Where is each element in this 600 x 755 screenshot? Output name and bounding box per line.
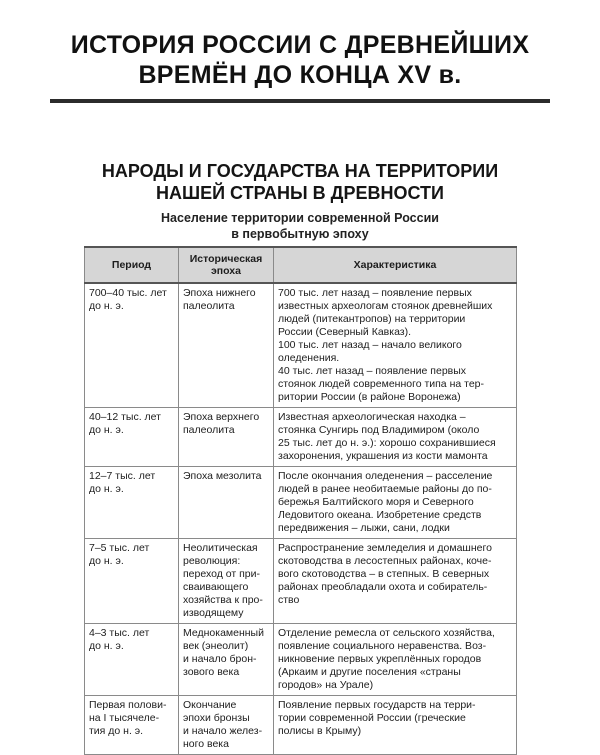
cell-epoch <box>179 696 274 755</box>
cell-epoch-line: ного века <box>183 738 229 750</box>
header-epoch-line-1: Историческая <box>189 253 263 265</box>
cell-characteristic-line: 25 тыс. лет до н. э.): хорошо сохранившиеся <box>278 437 496 449</box>
cell-epoch-line: Неолитическая <box>183 542 258 554</box>
cell-epoch-line: революция: <box>183 555 241 567</box>
book-title-line-2: ВРЕМЁН ДО КОНЦА XV в. <box>138 61 462 89</box>
cell-epoch <box>179 283 274 408</box>
cell-period-line: Первая полови- <box>89 699 167 711</box>
cell-epoch-line: палеолита <box>183 424 235 436</box>
cell-period <box>85 408 179 467</box>
table-row <box>85 539 517 624</box>
cell-characteristic <box>274 283 517 408</box>
cell-period-line: до н. э. <box>89 640 124 652</box>
header-period: Период <box>85 247 179 283</box>
cell-epoch <box>179 467 274 539</box>
cell-epoch-line: изводящему <box>183 607 244 619</box>
cell-epoch-line: Эпоха верхнего <box>183 411 260 423</box>
table-row <box>85 696 517 755</box>
cell-characteristic-line: районах преобладали охота и собиратель- <box>278 581 488 593</box>
section-title <box>0 160 600 204</box>
cell-period-line: на I тысячеле- <box>89 712 160 724</box>
cell-epoch-line: Меднокаменный <box>183 627 264 639</box>
cell-characteristic-line: 100 тыс. лет назад – начало великого <box>278 339 462 351</box>
table-header-row <box>85 247 517 283</box>
section-title-line-1: НАРОДЫ И ГОСУДАРСТВА НА ТЕРРИТОРИИ <box>101 161 499 181</box>
cell-period-line: 40–12 тыс. лет <box>89 411 161 423</box>
cell-characteristic-line: ритории России (в районе Воронежа) <box>278 391 461 403</box>
cell-characteristic-line: никновение первых укреплённых городов <box>278 653 482 665</box>
cell-characteristic-line: ство <box>278 594 300 606</box>
cell-characteristic-line: скотоводства в лесостепных районах, коче- <box>278 555 492 567</box>
cell-epoch-line: зового века <box>183 666 240 678</box>
cell-epoch-line: переход от при- <box>183 568 260 580</box>
cell-characteristic-line: бережья Балтийского моря и Северного <box>278 496 474 508</box>
cell-characteristic <box>274 408 517 467</box>
cell-characteristic-line: (Аркаим и другие поселения «страны <box>278 666 461 678</box>
cell-period-line: до н. э. <box>89 424 124 436</box>
cell-period <box>85 283 179 408</box>
cell-characteristic-line: передвижения – лыжи, сани, лодки <box>278 522 450 534</box>
cell-characteristic-line: полисы в Крыму) <box>278 725 362 737</box>
cell-period <box>85 539 179 624</box>
cell-characteristic-line: После окончания оледенения – расселение <box>278 470 493 482</box>
title-divider <box>50 99 550 103</box>
cell-epoch-line: хозяйства к про- <box>183 594 263 606</box>
cell-characteristic-line: 700 тыс. лет назад – появление первых <box>278 287 472 299</box>
cell-characteristic-line: людей в ранее необитаемые районы до по- <box>278 483 492 495</box>
cell-characteristic-line: 40 тыс. лет назад – появление первых <box>278 365 467 377</box>
cell-epoch-line: век (энеолит) <box>183 640 249 652</box>
cell-period <box>85 467 179 539</box>
table-row <box>85 408 517 467</box>
cell-characteristic-line: появление социального неравенства. Воз- <box>278 640 487 652</box>
cell-characteristic-line: Известная археологическая находка – <box>278 411 466 423</box>
cell-characteristic-line: городов» на Урале) <box>278 679 374 691</box>
cell-period-line: 12–7 тыс. лет <box>89 470 156 482</box>
cell-characteristic <box>274 467 517 539</box>
cell-characteristic-line: оледенения. <box>278 352 340 364</box>
cell-characteristic-line: Ледовитого океана. Изобретение средств <box>278 509 482 521</box>
cell-epoch <box>179 624 274 696</box>
cell-epoch-line: Эпоха мезолита <box>183 470 262 482</box>
cell-characteristic <box>274 696 517 755</box>
cell-characteristic-line: Появление первых государств на терри- <box>278 699 476 711</box>
table-row <box>85 467 517 539</box>
cell-period <box>85 624 179 696</box>
cell-period-line: тия до н. э. <box>89 725 144 737</box>
cell-characteristic-line: захоронения, украшения из кости мамонта <box>278 450 488 462</box>
table-caption-line-1: Население территории современной России <box>161 211 439 225</box>
cell-epoch-line: сваивающего <box>183 581 249 593</box>
cell-period-line: 700–40 тыс. лет <box>89 287 167 299</box>
cell-epoch-line: и начало желез- <box>183 725 263 737</box>
cell-characteristic-line: стоянок людей современного типа на тер- <box>278 378 484 390</box>
cell-epoch-line: Окончание <box>183 699 237 711</box>
cell-characteristic-line: людей (питекантропов) на территории <box>278 313 466 325</box>
cell-characteristic-line: тории современной России (греческие <box>278 712 466 724</box>
table-row <box>85 283 517 408</box>
header-epoch-line-2: эпоха <box>211 265 241 277</box>
cell-epoch-line: палеолита <box>183 300 235 312</box>
cell-epoch-line: Эпоха нижнего <box>183 287 256 299</box>
table-body <box>85 283 517 755</box>
book-title <box>0 30 600 90</box>
cell-epoch <box>179 539 274 624</box>
table-caption <box>0 210 600 242</box>
cell-epoch-line: эпохи бронзы <box>183 712 250 724</box>
cell-characteristic <box>274 539 517 624</box>
header-epoch <box>179 247 274 283</box>
cell-characteristic-line: Отделение ремесла от сельского хозяйства, <box>278 627 495 639</box>
cell-period <box>85 696 179 755</box>
cell-characteristic-line: известных археологам стоянок древнейших <box>278 300 493 312</box>
cell-characteristic-line: стоянка Сунгирь под Владимиром (около <box>278 424 480 436</box>
population-table <box>84 246 517 755</box>
book-title-line-1: ИСТОРИЯ РОССИИ С ДРЕВНЕЙШИХ <box>70 31 530 59</box>
section-title-line-2: НАШЕЙ СТРАНЫ В ДРЕВНОСТИ <box>156 183 444 203</box>
cell-period-line: 4–3 тыс. лет <box>89 627 150 639</box>
header-characteristic: Характеристика <box>274 247 517 283</box>
cell-characteristic-line: вого скотоводства – в степных. В северных <box>278 568 490 580</box>
cell-characteristic-line: России (Северный Кавказ). <box>278 326 412 338</box>
cell-period-line: 7–5 тыс. лет <box>89 542 150 554</box>
cell-period-line: до н. э. <box>89 300 124 312</box>
cell-period-line: до н. э. <box>89 555 124 567</box>
cell-characteristic-line: Распространение земледелия и домашнего <box>278 542 492 554</box>
cell-period-line: до н. э. <box>89 483 124 495</box>
cell-epoch <box>179 408 274 467</box>
table-row <box>85 624 517 696</box>
table-caption-line-2: в первобытную эпоху <box>231 227 369 241</box>
cell-epoch-line: и начало брон- <box>183 653 257 665</box>
cell-characteristic <box>274 624 517 696</box>
